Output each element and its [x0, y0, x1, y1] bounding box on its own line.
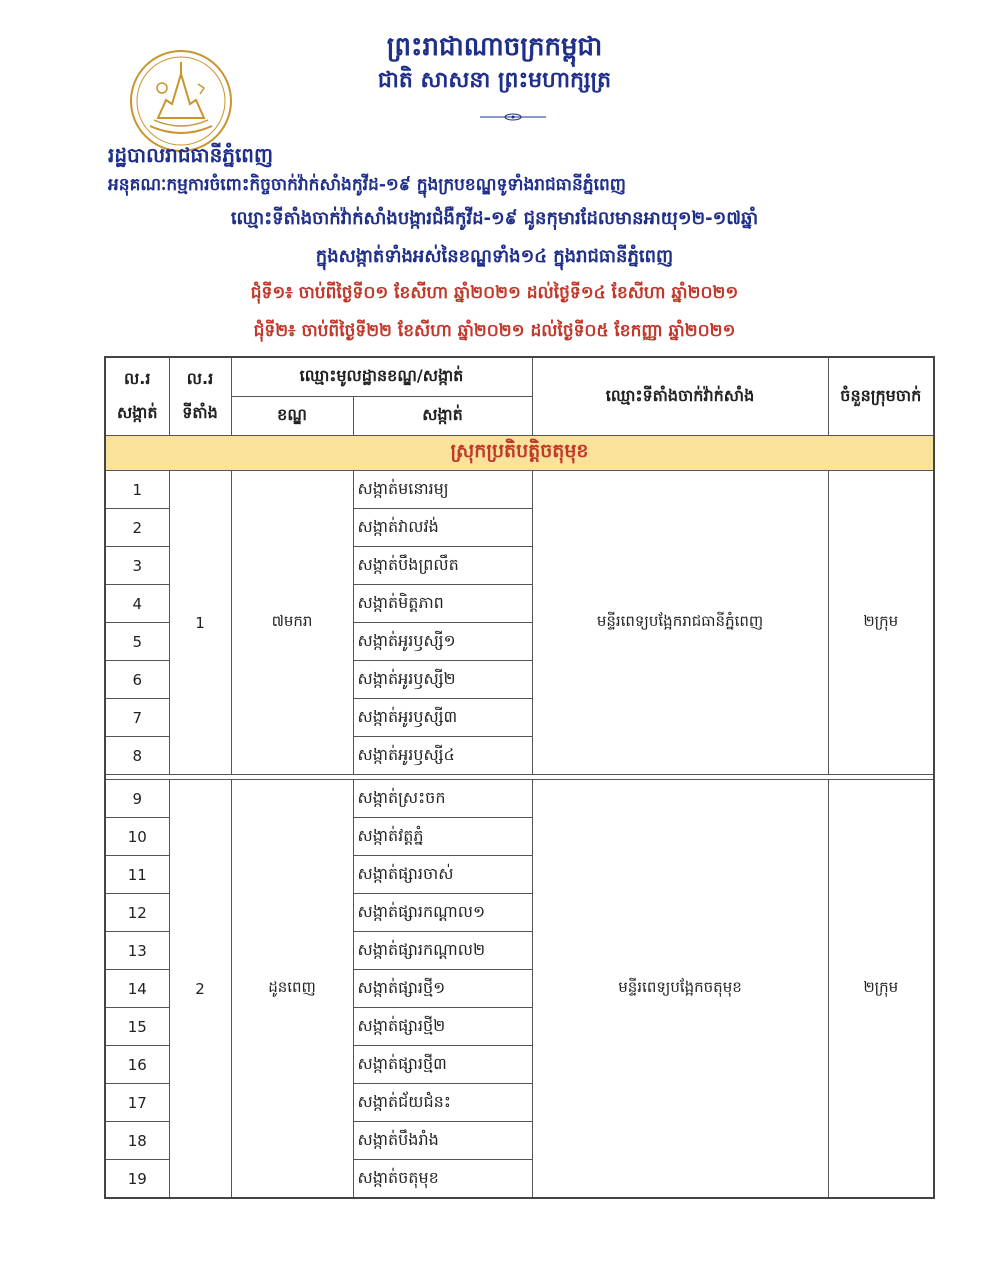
vaccination-site-name: មន្ទីរពេទ្យបង្អែករាជធានីភ្នំពេញ	[532, 471, 828, 775]
commune-number: 18	[105, 1122, 169, 1160]
header-district: ខណ្ឌ	[231, 397, 353, 436]
commune-name: សង្កាត់ស្រះចក	[353, 780, 532, 818]
document-title-line2: ក្នុងសង្កាត់ទាំងអស់នៃខណ្ឌទាំង១៤ ក្នុងរាជធានីភ្នំពេញ	[315, 246, 674, 267]
commune-name: សង្កាត់បឹងរាំង	[353, 1122, 532, 1160]
section-operational-district: ស្រុកប្រតិបត្តិចតុមុខ	[105, 436, 934, 471]
commune-name: សង្កាត់វត្តភ្នំ	[353, 818, 532, 856]
commune-number: 7	[105, 699, 169, 737]
team-count: ២ក្រុម	[828, 471, 934, 775]
commune-name: សង្កាត់អូរឫស្សី២	[353, 661, 532, 699]
commune-name: សង្កាត់បឹងព្រលឹត	[353, 547, 532, 585]
commune-name: សង្កាត់អូរឫស្សី៣	[353, 699, 532, 737]
commune-name: សង្កាត់អូរឫស្សី៤	[353, 737, 532, 775]
document-title-line1: ឈ្មោះទីតាំងចាក់វ៉ាក់សាំងបង្ការជំងឺកូវីដ-១៩ ជូនកុមារដែលមានអាយុ១២-១៧ឆ្នាំ	[230, 208, 759, 229]
phnom-penh-seal-icon	[128, 48, 234, 154]
commune-number: 15	[105, 1008, 169, 1046]
header-base-name: ឈ្មោះមូលដ្ឋានខណ្ឌ/សង្កាត់	[231, 357, 532, 397]
administration-name: រដ្ឋបាលរាជធានីភ្នំពេញ	[108, 143, 274, 167]
commune-name: សង្កាត់មនោរម្យ	[353, 471, 532, 509]
kingdom-title: ព្រះរាជាណាចក្រកម្ពុជា	[386, 32, 603, 62]
commune-number: 19	[105, 1160, 169, 1199]
vaccination-site-name: មន្ទីរពេទ្យបង្អែកចតុមុខ	[532, 780, 828, 1199]
kingdom-motto: ជាតិ សាសនា ព្រះមហាក្សត្រ	[377, 68, 612, 93]
commune-name: សង្កាត់ផ្សារថ្មី២	[353, 1008, 532, 1046]
commune-name: សង្កាត់ផ្សារថ្មី១	[353, 970, 532, 1008]
commune-number: 14	[105, 970, 169, 1008]
commune-name: សង្កាត់ផ្សារកណ្ដាល២	[353, 932, 532, 970]
commune-name: សង្កាត់វាលវង់	[353, 509, 532, 547]
district-name: ៧មករា	[231, 471, 353, 775]
commune-number: 11	[105, 856, 169, 894]
commune-number: 2	[105, 509, 169, 547]
round-1-dates: ជុំទី១៖ ចាប់ពីថ្ងៃទី០១ ខែសីហា ឆ្នាំ២០២១ ដល់ថ្ងៃទី១៤ ខែសីហា ឆ្នាំ២០២១	[250, 283, 739, 303]
table-body	[105, 471, 934, 1199]
team-count: ២ក្រុម	[828, 780, 934, 1199]
header-commune-no: ល.រ សង្កាត់	[105, 357, 169, 436]
site-number: 2	[169, 780, 231, 1199]
site-number: 1	[169, 471, 231, 775]
ornament-divider-icon	[478, 112, 548, 122]
commune-name: សង្កាត់ជ័យជំនះ	[353, 1084, 532, 1122]
commune-name: សង្កាត់ផ្សារចាស់	[353, 856, 532, 894]
commune-number: 4	[105, 585, 169, 623]
commune-number: 9	[105, 780, 169, 818]
table-row	[105, 471, 934, 509]
commune-number: 8	[105, 737, 169, 775]
commune-name: សង្កាត់ផ្សារថ្មី៣	[353, 1046, 532, 1084]
subcommittee-name: អនុគណៈកម្មការចំពោះកិច្ចចាក់វ៉ាក់សាំងកូវីដ-១៩ ក្នុងក្របខណ្ឌទូទាំងរាជធានីភ្នំពេញ	[108, 175, 626, 195]
commune-name: សង្កាត់មិត្តភាព	[353, 585, 532, 623]
vaccination-sites-table	[104, 356, 935, 1199]
commune-number: 1	[105, 471, 169, 509]
commune-number: 16	[105, 1046, 169, 1084]
commune-name: សង្កាត់ចតុមុខ	[353, 1160, 532, 1199]
table-row	[105, 780, 934, 818]
commune-number: 5	[105, 623, 169, 661]
commune-name: សង្កាត់ផ្សារកណ្ដាល១	[353, 894, 532, 932]
commune-number: 6	[105, 661, 169, 699]
header-site-name: ឈ្មោះទីតាំងចាក់វ៉ាក់សាំង	[532, 357, 828, 436]
header-team-count: ចំនួនក្រុមចាក់	[828, 357, 934, 436]
header-site-no: ល.រ ទីតាំង	[169, 357, 231, 436]
header-commune: សង្កាត់	[353, 397, 532, 436]
commune-number: 3	[105, 547, 169, 585]
commune-number: 13	[105, 932, 169, 970]
commune-number: 17	[105, 1084, 169, 1122]
district-name: ដូនពេញ	[231, 780, 353, 1199]
commune-number: 12	[105, 894, 169, 932]
commune-number: 10	[105, 818, 169, 856]
round-2-dates: ជុំទី២៖ ចាប់ពីថ្ងៃទី២២ ខែសីហា ឆ្នាំ២០២១ ដល់ថ្ងៃទី០៥ ខែកញ្ញា ឆ្នាំ២០២១	[253, 321, 736, 341]
commune-name: សង្កាត់អូរឫស្សី១	[353, 623, 532, 661]
